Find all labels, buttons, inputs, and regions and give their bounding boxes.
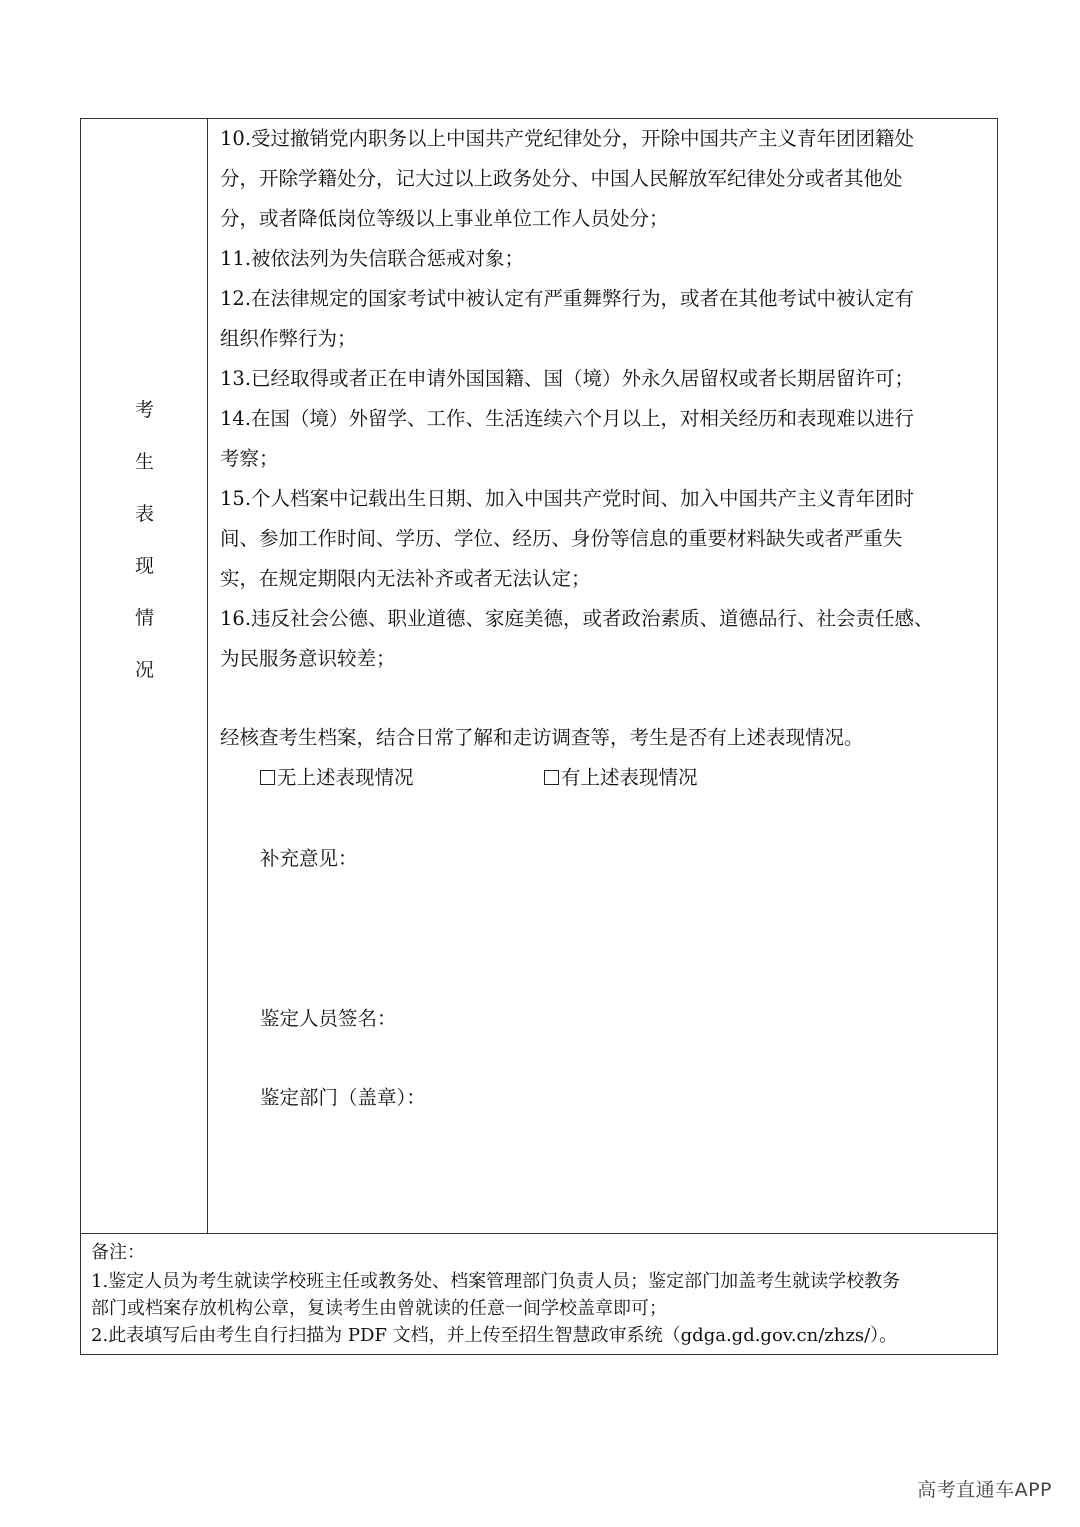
item-line: 组织作弊行为； [220,327,357,350]
checkbox-has[interactable] [544,770,559,785]
watermark-text: 高考直通车APP [917,1479,1052,1501]
item-line: 10.受过撤销党内职务以上中国共产党纪律处分，开除中国共产主义青年团团籍处 [220,127,915,150]
note-line: 1.鉴定人员为考生就读学校班主任或教务处、档案管理部门负责人员；鉴定部门加盖考生就读学校教务 [91,1271,901,1292]
item-line: 分，或者降低岗位等级以上事业单位工作人员处分； [220,207,669,230]
option-none[interactable] [260,766,414,790]
label-char: 情 [134,607,154,629]
item-line: 考察； [220,447,279,470]
item-line: 分，开除学籍处分，记大过以上政务处分、中国人民解放军纪律处分或者其他处 [220,167,903,190]
item-line: 15.个人档案中记载出生日期、加入中国共产党时间、加入中国共产主义青年团时 [220,487,915,510]
department-stamp-label: 鉴定部门（盖章）： [260,1086,426,1109]
verification-text: 经核查考生档案，结合日常了解和走访调查等，考生是否有上述表现情况。 [220,726,864,749]
performance-content-cell [208,119,997,1233]
item-line: 12.在法律规定的国家考试中被认定有严重舞弊行为，或者在其他考试中被认定有 [220,287,915,310]
item-line: 为民服务意识较差； [220,647,396,670]
notes-cell [81,1233,997,1354]
review-form-table [80,118,998,1355]
option-has[interactable] [544,766,698,790]
item-line: 间、参加工作时间、学历、学位、经历、身份等信息的重要材料缺失或者严重失 [220,527,903,550]
supplement-label: 补充意见： [260,847,358,870]
notes-title: 备注： [91,1242,145,1263]
signature-label: 鉴定人员签名： [260,1007,397,1030]
item-line: 16.违反社会公德、职业道德、家庭美德，或者政治素质、道德品行、社会责任感、 [220,607,934,630]
label-char: 况 [134,659,154,681]
performance-label-cell [81,119,208,1233]
item-line: 14.在国（境）外留学、工作、生活连续六个月以上，对相关经历和表现难以进行 [220,407,915,430]
label-char: 生 [134,451,154,473]
label-char: 考 [134,399,154,421]
item-line: 11.被依法列为失信联合惩戒对象； [220,247,525,270]
label-char: 现 [134,555,154,577]
note-line: 2.此表填写后由考生自行扫描为 PDF 文档，并上传至招生智慧政审系统（gdga.gd.gov.cn/zhzs/）。 [91,1325,898,1346]
option-none-label: 无上述表现情况 [277,766,414,789]
item-line: 13.已经取得或者正在申请外国国籍、国（境）外永久居留权或者长期居留许可； [220,367,915,390]
option-has-label: 有上述表现情况 [561,766,698,789]
checkbox-none[interactable] [260,770,275,785]
label-char: 表 [134,503,154,525]
note-line: 部门或档案存放机构公章，复读考生由曾就读的任意一间学校盖章即可； [91,1298,667,1319]
item-line: 实，在规定期限内无法补齐或者无法认定； [220,567,591,590]
